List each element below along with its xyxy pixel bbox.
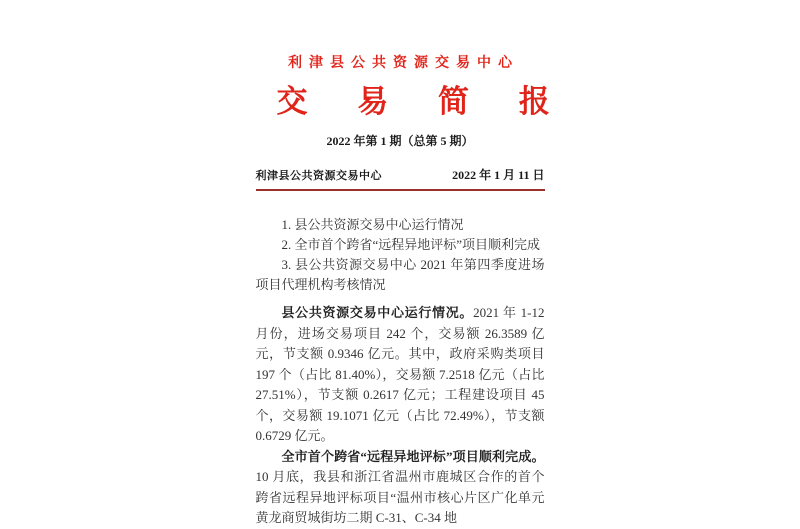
bulletin-title: 交 易 简 报 bbox=[276, 84, 571, 119]
bulletin-body bbox=[256, 303, 545, 529]
masthead-issuer: 利津县公共资源交易中心 bbox=[255, 170, 382, 182]
masthead-date: 2022 年 1 月 11 日 bbox=[452, 168, 545, 182]
paragraph-1-lead: 县公共资源交易中心运行情况。 bbox=[281, 305, 474, 320]
toc-item-2: 2. 全市首个跨省“远程异地评标”项目顺利完成 bbox=[281, 237, 541, 252]
toc-item-1: 1. 县公共资源交易中心运行情况 bbox=[281, 217, 464, 232]
paragraph-1-text: 2021 年 1-12 月份，进场交易项目 242 个，交易额 26.3589 亿元，节支额 0.9346 亿元。其中，政府采购类项目 197 个（占比 81.40%），交易额 7.2518 亿元（占比 27.51%），节支额 0.2617 亿元；工程建设项目 45 个，交易额 19.1071 亿元（占比 72.49%），节支额 0.6729 亿元。 bbox=[255, 305, 545, 443]
masthead-row bbox=[256, 166, 545, 191]
issue-number-line: 2022 年第 1 期（总第 5 期） bbox=[326, 134, 474, 148]
bulletin-page bbox=[255, 0, 571, 529]
paragraph-operations-overview bbox=[256, 303, 545, 447]
letterhead-org-name: 利津县公共资源交易中心 bbox=[288, 56, 519, 71]
paragraph-2-text: 10 月底，我县和浙江省温州市鹿城区合作的首个跨省远程异地评标项目“温州市核心片区广化单元黄龙商贸城街坊二期 C-31、C-34 地 bbox=[255, 469, 545, 525]
toc-item-3: 3. 县公共资源交易中心 2021 年第四季度进场项目代理机构考核情况 bbox=[255, 257, 545, 292]
paragraph-remote-evaluation bbox=[256, 447, 545, 529]
table-of-contents bbox=[256, 215, 545, 295]
paragraph-2-lead: 全市首个跨省“远程异地评标”项目顺利完成。 bbox=[281, 448, 545, 464]
